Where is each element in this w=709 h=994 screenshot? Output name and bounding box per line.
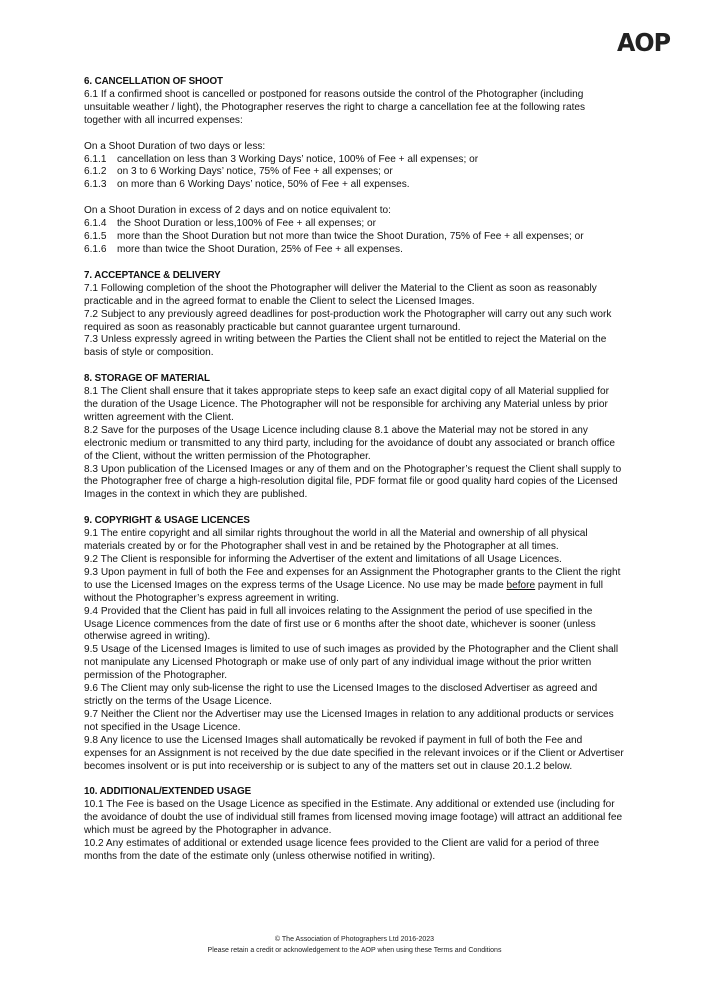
section-heading: 7. ACCEPTANCE & DELIVERY: [84, 269, 221, 281]
clause-number: 6.1.1: [84, 153, 107, 165]
clause-6-1-3: [84, 179, 624, 192]
section-copyright: [84, 515, 624, 773]
clause-number: 6.1.5: [84, 231, 107, 243]
duration-intro-short: On a Shoot Duration of two days or less:: [84, 140, 266, 152]
clause-text: more than the Shoot Duration but not more than twice the Shoot Duration, 75% of Fee + all expenses; or: [117, 231, 584, 243]
clause-10-2: 10.2 Any estimates of additional or extended usage licence fees provided to the Client are valid for a period of three months from the date of the estimate only (unless otherwise notified in writing).: [84, 838, 600, 862]
clause-7-1: 7.1 Following completion of the shoot the Photographer will deliver the Material to the Client as soon as reasonably practicable and in the agreed format to enable the Client to select the Licensed Images.: [84, 282, 597, 307]
clause-7-3: 7.3 Unless expressly agreed in writing between the Parties the Client shall not be entitled to reject the Material on the basis of style or composition.: [84, 334, 607, 359]
clause-10-1: 10.1 The Fee is based on the Usage Licence as specified in the Estimate. Any additional or extended use (including for the avoidance of doubt the use of individual still frames from licensed moving image footage) will attract an additional fee which must be agreed by the Photographer in advance.: [84, 799, 623, 837]
clause-8-2: 8.2 Save for the purposes of the Usage Licence including clause 8.1 above the Material may not be stored in any electronic medium or transmitted to any third party, including for the avoidance of doubt any associated or branch office of the Client, without the written permission of the Photographer.: [84, 424, 615, 462]
clause-6-1-6: [84, 244, 624, 257]
underlined-word: before: [506, 579, 536, 591]
duration-intro-long: On a Shoot Duration in excess of 2 days and on notice equivalent to:: [84, 205, 391, 217]
clause-9-6: 9.6 The Client may only sub-license the right to use the Licensed Images to the disclosed Advertiser as agreed and strictly on the terms of the Usage Licence.: [84, 683, 598, 707]
clause-text: 9.3 Upon payment in full of both the Fee and expenses for an Assignment the Photographer grants to the Client the right to use the Licensed Images on the express terms of the Usage Licence. No use may be made: [84, 566, 621, 591]
clause-text: more than twice the Shoot Duration, 25% of Fee + all expenses.: [117, 243, 403, 255]
clause-9-4: 9.4 Provided that the Client has paid in full all invoices relating to the Assignment the period of use specified in the Usage Licence commences from the date of first use or 6 months after the shoot date, whichever is sooner (unless otherwise agreed in writing).: [84, 605, 596, 643]
clause-text: cancellation on less than 3 Working Days’ notice, 100% of Fee + all expenses; or: [117, 153, 479, 165]
clause-6-1-4: [84, 218, 624, 231]
clause-9-3: [84, 567, 624, 606]
footer-notice: Please retain a credit or acknowledgement to the AOP when using these Terms and Conditions: [207, 947, 502, 954]
clause-text: on 3 to 6 Working Days’ notice, 75% of Fee + all expenses; or: [117, 166, 393, 178]
section-cancellation: [84, 76, 624, 257]
clause-7-2: 7.2 Subject to any previously agreed deadlines for post-production work the Photographer will carry out any such work required as soon as reasonably practicable but cannot guarantee urgent turnaround.: [84, 308, 612, 333]
clause-number: 6.1.3: [84, 179, 107, 191]
clause-6-1-2: [84, 166, 624, 179]
clause-9-7: 9.7 Neither the Client nor the Advertiser may use the Licensed Images in relation to any additional products or services not specified in the Usage Licence.: [84, 708, 614, 733]
section-storage: [84, 373, 624, 502]
clause-text: payment in full without the Photographer’s express agreement in writing.: [84, 579, 604, 604]
aop-logo: AOP: [617, 28, 671, 57]
section-heading: 10. ADDITIONAL/EXTENDED USAGE: [84, 786, 252, 798]
clause-text: on more than 6 Working Days’ notice, 50% of Fee + all expenses.: [117, 179, 410, 191]
section-heading: 8. STORAGE OF MATERIAL: [84, 373, 210, 385]
clause-text: the Shoot Duration or less,100% of Fee + all expenses; or: [117, 218, 376, 230]
clause-9-2: 9.2 The Client is responsible for informing the Advertiser of the extent and limitations of all Usage Licences.: [84, 554, 562, 565]
clause-8-1: 8.1 The Client shall ensure that it takes appropriate steps to keep safe an exact digital copy of all Material supplied for the duration of the Usage Licence. The Photographer will not be responsible for archiving any Material unless by prior written agreement with the Client.: [84, 386, 609, 423]
section-additional-usage: [84, 786, 624, 863]
clause-9-8: 9.8 Any licence to use the Licensed Images shall automatically be revoked if payment in full of both the Fee and expenses for an Assignment is not received by the due date specified in the relevant invoices or if the Client or Advertiser becomes insolvent or is put into receivership or is subject to any of the matters set out in clause 20.1.2 below.: [84, 734, 624, 772]
footer-copyright: © The Association of Photographers Ltd 2016-2023: [274, 936, 435, 943]
clause-8-3: 8.3 Upon publication of the Licensed Images or any of them and on the Photographer’s request the Client shall supply to the Photographer free of charge a high-resolution digital file, PDF format file or good quality hard copies of the Licensed Images in the context in which they are published.: [84, 463, 622, 501]
terms-document: [84, 76, 624, 864]
clause-9-5: 9.5 Usage of the Licensed Images is limited to use of such images as provided by the Photographer and the Client shall not manipulate any Licensed Photograph or make use of only part of any individual image without the prior written permission of the Photographer.: [84, 644, 619, 682]
clause-number: 6.1.6: [84, 243, 107, 255]
clause-6-1-5: [84, 231, 624, 244]
clause-number: 6.1.2: [84, 166, 107, 178]
section-acceptance-delivery: [84, 270, 624, 360]
clause-6-1: 6.1 If a confirmed shoot is cancelled or postponed for reasons outside the control of the Photographer (including unsuitable weather / light), the Photographer reserves the right to charge a cancellation fee at the following rates together with all incurred expenses:: [84, 88, 586, 126]
clause-6-1-1: [84, 154, 624, 167]
clause-number: 6.1.4: [84, 218, 107, 230]
section-heading: 6. CANCELLATION OF SHOOT: [84, 76, 223, 87]
clause-9-1: 9.1 The entire copyright and all similar rights throughout the world in all the Material and ownership of all physical materials created by or for the Photographer shall vest in and be retained by the Photographer at all times.: [84, 528, 588, 553]
section-heading: 9. COPYRIGHT & USAGE LICENCES: [84, 515, 250, 527]
